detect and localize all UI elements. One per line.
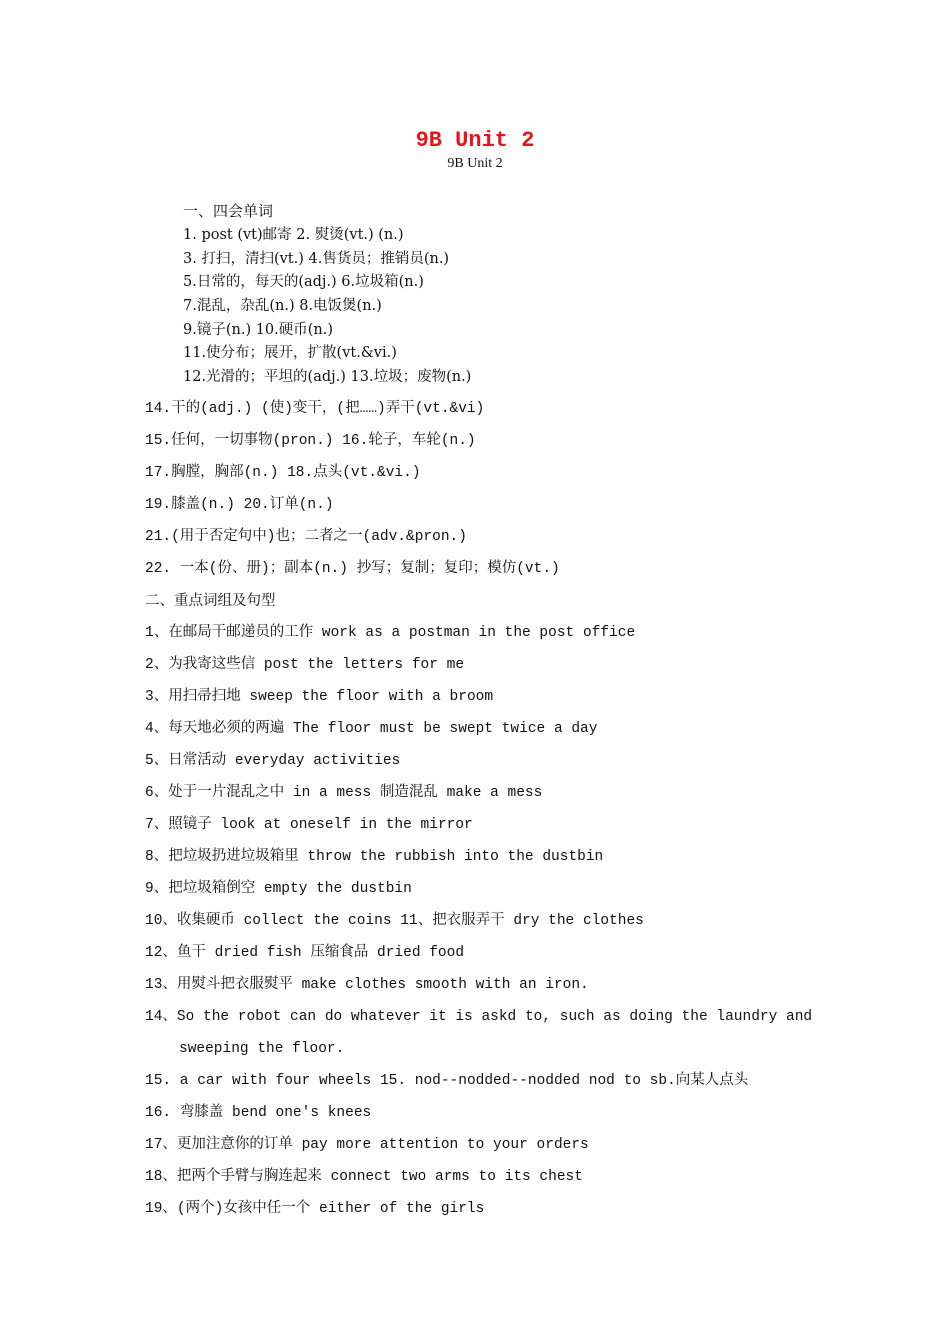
document-title: 9B Unit 2	[415, 128, 535, 153]
list-item: 5、日常活动 everyday activities	[145, 753, 401, 769]
list-item: 14.干的(adj.) (使)变干，(把……)弄干(vt.&vi)	[145, 401, 485, 417]
list-item: 19、(两个)女孩中任一个 either of the girls	[145, 1201, 485, 1217]
vocab-item: 3. 打扫，清扫(vt.) 4.售货员；推销员(n.)	[183, 250, 450, 267]
list-item: 21.(用于否定句中)也；二者之一(adv.&pron.)	[145, 529, 467, 545]
list-item: 1、在邮局干邮递员的工作 work as a postman in the post office	[145, 625, 636, 641]
list-item: 14、So the robot can do whatever it is askd to, such as doing the laundry and	[145, 1009, 813, 1025]
list-item: 6、处于一片混乱之中 in a mess 制造混乱 make a mess	[145, 785, 543, 801]
list-item-continuation: sweeping the floor.	[179, 1041, 345, 1057]
list-item: 22. 一本(份、册)；副本(n.) 抄写；复制；复印；模仿(vt.)	[145, 561, 560, 577]
vocab-heading: 一、四会单词	[183, 202, 274, 220]
main-section	[145, 393, 845, 1225]
list-item: 18、把两个手臂与胸连起来 connect two arms to its chest	[145, 1169, 583, 1185]
list-item: 16. 弯膝盖 bend one's knees	[145, 1105, 372, 1121]
list-item: 12、鱼干 dried fish 压缩食品 dried food	[145, 945, 465, 961]
list-item: 3、用扫帚扫地 sweep the floor with a broom	[145, 689, 494, 705]
vocab-item: 1. post (vt)邮寄 2. 熨烫(vt.) (n.)	[183, 227, 404, 243]
vocab-item: 5.日常的，每天的(adj.) 6.垃圾箱(n.)	[183, 274, 424, 291]
list-item: 8、把垃圾扔进垃圾箱里 throw the rubbish into the dustbin	[145, 849, 604, 865]
list-item: 15.任何，一切事物(pron.) 16.轮子，车轮(n.)	[145, 433, 476, 449]
list-item: 13、用熨斗把衣服熨平 make clothes smooth with an iron.	[145, 977, 589, 993]
list-item: 17、更加注意你的订单 pay more attention to your orders	[145, 1137, 589, 1153]
list-item: 4、每天地必须的两遍 The floor must be swept twice a day	[145, 721, 598, 737]
vocab-item: 9.镜子(n.) 10.硬币(n.)	[183, 321, 334, 338]
vocab-item: 7.混乱，杂乱(n.) 8.电饭煲(n.)	[183, 298, 382, 315]
list-item: 15. a car with four wheels 15. nod--nodded--nodded nod to sb.向某人点头	[145, 1073, 749, 1089]
list-item: 19.膝盖(n.) 20.订单(n.)	[145, 497, 334, 513]
list-item: 2、为我寄这些信 post the letters for me	[145, 657, 465, 673]
document-subtitle: 9B Unit 2	[447, 156, 503, 171]
vocab-item: 11.使分布；展开，扩散(vt.&vi.)	[183, 345, 397, 362]
list-item: 9、把垃圾箱倒空 empty the dustbin	[145, 881, 412, 897]
section-heading: 二、重点词组及句型	[145, 593, 276, 609]
vocab-item: 12.光滑的；平坦的(adj.) 13.垃圾；废物(n.)	[183, 369, 472, 386]
list-item: 17.胸膛，胸部(n.) 18.点头(vt.&vi.)	[145, 465, 421, 481]
vocab-section	[183, 198, 471, 390]
list-item: 7、照镜子 look at oneself in the mirror	[145, 817, 473, 833]
list-item: 10、收集硬币 collect the coins 11、把衣服弄干 dry the clothes	[145, 913, 644, 929]
